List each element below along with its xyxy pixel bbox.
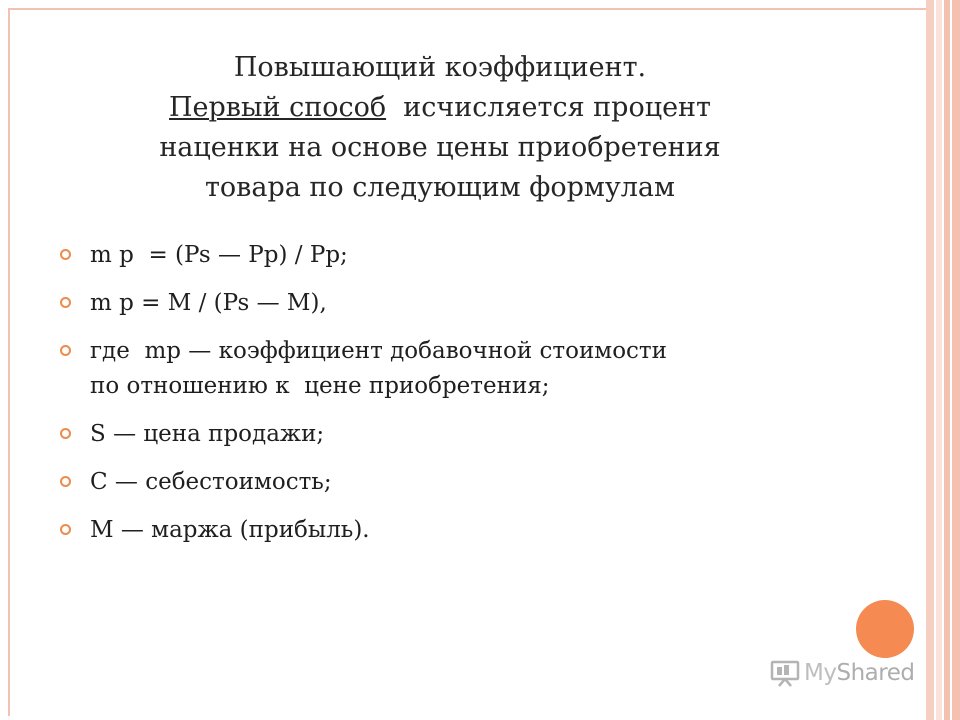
decorative-circle xyxy=(856,600,914,658)
decorative-stripe xyxy=(926,0,934,720)
watermark-logo xyxy=(770,656,914,690)
bullet-circle-icon xyxy=(60,524,71,535)
bullet-list xyxy=(60,238,840,561)
bullet-item xyxy=(60,286,840,321)
bullet-item xyxy=(60,417,840,452)
title-line: Повышающий коэффициент. xyxy=(233,52,647,83)
decorative-stripe xyxy=(936,0,942,720)
title-line: товара по следующим формулам xyxy=(204,172,676,203)
bullet-circle-icon xyxy=(60,249,71,260)
title-line: наценки на основе цены приобретения xyxy=(159,132,721,163)
decorative-stripe xyxy=(950,0,952,720)
presentation-board-icon xyxy=(770,659,800,687)
title-text: исчисляется процент xyxy=(386,92,711,123)
bullet-text: по отношению к цене приобретения; xyxy=(90,373,550,399)
bullet-circle-icon xyxy=(60,428,71,439)
bullet-text: где mp — коэффициент добавочной стоимости xyxy=(90,338,667,364)
bullet-circle-icon xyxy=(60,476,71,487)
bullet-item xyxy=(60,513,840,548)
decorative-stripe xyxy=(944,0,960,720)
bullet-text: S — цена продажи; xyxy=(90,421,325,447)
bullet-text: C — себестоимость; xyxy=(90,469,332,495)
slide-title xyxy=(90,48,790,208)
bullet-item xyxy=(60,238,840,273)
bullet-text: M — маржа (прибыль). xyxy=(90,517,370,543)
title-line xyxy=(90,88,790,128)
bullet-circle-icon xyxy=(60,345,71,356)
bullet-item xyxy=(60,465,840,500)
watermark-text: MyShared xyxy=(804,660,915,686)
bullet-circle-icon xyxy=(60,297,71,308)
bullet-item xyxy=(60,334,840,404)
title-underlined-text: Первый способ xyxy=(169,92,387,123)
bullet-text: m p = M / (Ps — M), xyxy=(90,290,327,316)
bullet-text: m p = (Ps — Pp) / Pp; xyxy=(90,242,348,268)
